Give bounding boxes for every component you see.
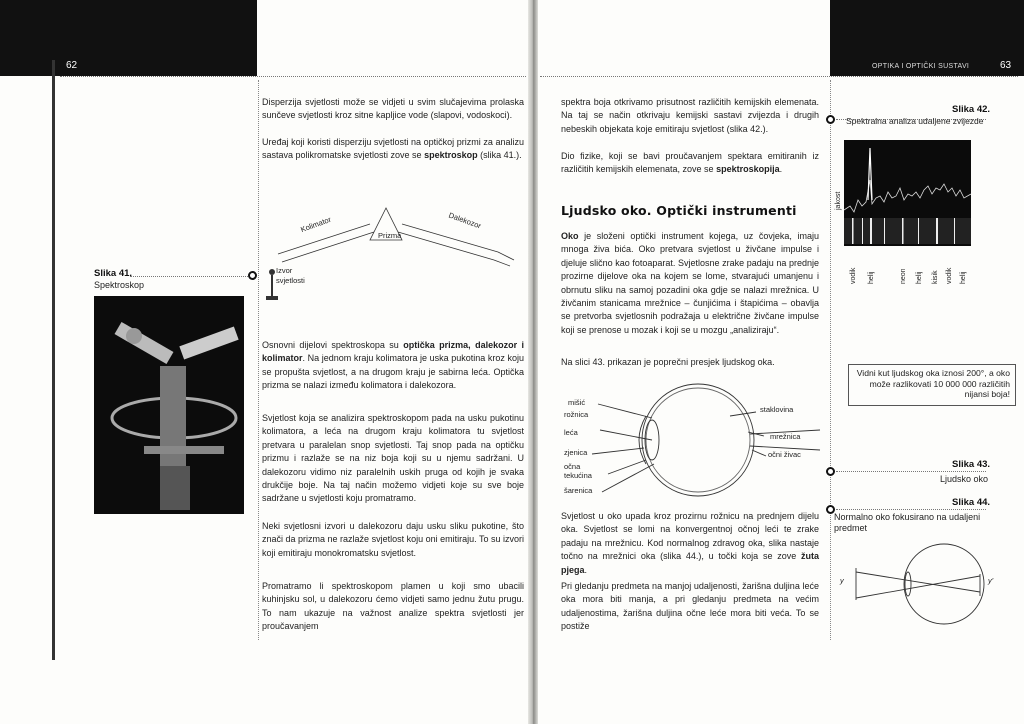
- fig44-image-label: y': [988, 576, 994, 585]
- fact-box: Vidni kut ljudskog oka iznosi 200°, a oko može razlikovati 10 000 000 različitih nijansi boja!: [848, 364, 1016, 406]
- paragraph-spectroscope-parts: Osnovni dijelovi spektroskopa su optička prizma, dalekozor i kolimator. Na jednom kraju kolimatora je uska pukotina kroz koju se propušta svjetlost, a na drugom kraju je sabirna leća. Optička prizma se nalazi između kolimatora i dalekozora.: [262, 340, 525, 391]
- paragraph-eye: Oko je složeni optički instrument kojega, uz čovjeka, imaju mnoga živa bića. Oko pretvara svjetlost u živčane impulse i djeluje slično kao fotoaparat. Svjetlosne zrake padaju na prednje prozirne dijelove oka na kojem se lome, stvarajući umanjenu i obrnutu sliku na samoj pozadini oka gdje se nalazi mrežnica. U živčanim stanicama mrežnice – čunjićima i štapićima – obavlja se pretvorba svjetlosnih podražaja u električne živčane impulse koji se prenose u mozak i koji se u mozgu „analiziraju“.: [561, 231, 819, 335]
- paragraph-salt-flame: Promatramo li spektroskopom plamen u koji smo ubacili kuhinjsku sol, u dalekozoru ćemo vidjeti samo jednu žutu prugu. To nam ukazuje na važnost analize spektra svjetlosti jer proučavanjem: [262, 581, 524, 632]
- running-head: OPTIKA I OPTIČKI SUSTAVI: [872, 63, 970, 70]
- figure-42-title: Slika 42.: [952, 104, 991, 115]
- paragraph-monochromatic: Neki svjetlosni izvori u dalekozoru daju usku sliku pukotine, što znači da prizma ne razlaže svjetlost koju oni emitiraju. To su izvori koji emitiraju monokromatsku svjetlost.: [262, 521, 524, 558]
- fig44-object-label: y: [840, 576, 844, 585]
- eye-label-leca: leća: [564, 428, 578, 437]
- label-dalekozor: Dalekozor: [447, 210, 483, 231]
- figure-44-title: Slika 44.: [952, 497, 991, 508]
- eye-label-ocni-zivac: očni živac: [768, 450, 801, 459]
- spectroscope-diagram: [258, 196, 530, 306]
- figure-43-marker: [826, 467, 835, 476]
- figure-41-marker: [248, 271, 257, 280]
- paragraph-spectroscopy: Dio fizike, koji se bavi proučavanjem spektara emitiranih iz različitih kemijskih elemenata, zove se spektroskopija.: [561, 151, 819, 175]
- spectrum-label-1: vodik: [850, 267, 857, 284]
- paragraph-spectrum-elements: spektra boja otkrivamo prisutnost različitih kemijskih elemenata. Na taj se način otkrivaju kemijski sastavi zvijezda i drugih nebeskih objekata koje emitiraju svjetlost (slika 42.).: [561, 97, 819, 134]
- paragraph-eye-figure-ref: Na slici 43. prikazan je poprečni presjek ljudskog oka.: [561, 357, 775, 367]
- eye-label-sarenica: šarenica: [564, 486, 593, 495]
- eye-label-staklovina: staklovina: [760, 405, 794, 414]
- spectrum-label-7: helij: [960, 271, 967, 284]
- figure-41-caption: Spektroskop: [94, 280, 145, 290]
- book-spine: [528, 0, 538, 724]
- figure-42-marker: [826, 115, 835, 124]
- spectrum-label-5: kisik: [932, 270, 939, 284]
- figure-41-title: Slika 41.: [94, 268, 133, 279]
- eye-label-mreznica: mrežnica: [770, 432, 801, 441]
- page-number-right: 63: [1000, 60, 1012, 71]
- label-izvor: Izvor svjetlosti: [276, 266, 305, 285]
- spectrum-y-label: jakost: [835, 191, 842, 210]
- figure-42-caption: Spektralna analiza udaljene zvijezde: [846, 116, 984, 126]
- paragraph-light-path: Svjetlost u oko upada kroz prozirnu rožnicu na prednjem dijelu oka. Svjetlost se lomi na konvergentnoj očnoj leći te zrake padaju na mrežnicu. Kod normalnog zdravog oka, slika nastaje točno na mrežnici oka (slika 44.), u točki koja se zove žuta pjega.: [561, 511, 819, 575]
- label-kolimator: Kolimator: [299, 214, 333, 235]
- label-prizma: Prizma: [378, 231, 402, 240]
- spectrum-label-2: helij: [868, 271, 875, 284]
- section-title: Ljudsko oko. Optički instrumenti: [561, 203, 797, 218]
- page-number-left: 62: [66, 60, 78, 71]
- eye-label-roznica: rožnica: [564, 410, 589, 419]
- paragraph-focal-length: Pri gledanju predmeta na manjoj udaljenosti, žarišna duljina leće oka mora biti manja, a pri gledanju predmeta na većim udaljenostima, žarišna duljina očne leće mora biti veća. To se postiže: [561, 581, 819, 632]
- spectrum-label-4: helij: [916, 271, 923, 284]
- eye-label-zjenica: zjenica: [564, 448, 588, 457]
- figure-43-title: Slika 43.: [952, 459, 991, 470]
- star-spectrum-image: [844, 140, 971, 246]
- spectrum-label-3: neon: [900, 268, 907, 284]
- spectroscope-photo: [94, 296, 244, 514]
- figure-44-caption: Normalno oko fokusirano na udaljeni predmet: [834, 512, 981, 533]
- paragraph-spectroscope-intro: Uređaj koji koristi disperziju svjetlosti na optičkoj prizmi za analizu sastava polikromatske svjetlosti zove se spektroskop (slika 41.).: [262, 137, 524, 161]
- spectrum-label-6: vodik: [946, 267, 953, 284]
- eye-label-misic: mišić: [568, 398, 586, 407]
- figure-43-caption: Ljudsko oko: [940, 474, 989, 484]
- paragraph-dispersion: Disperzija svjetlosti može se vidjeti u svim slučajevima prolaska sunčeve svjetlosti kroz sitne kapljice vode (slapovi, vodoskoci).: [262, 97, 524, 121]
- paragraph-spectroscope-function: Svjetlost koja se analizira spektroskopom pada na usku pukotinu kolimatora, a leća na drugom kraju kolimatora tu svjetlost pretvara u paralelan snop svjetlosti. Taj snop pada na optičku prizmu i razlaže se na niz boja koji su u njemu sadržani. U dalekozoru vidimo niz paralelnih uskih pruga od kojih je svaka drukčije boje. Na taj način možemo vidjeti koje su sve boje sadržane u svjetlosti koju promatramo.: [262, 413, 524, 504]
- eye-label-ocna-tekucina: očna tekućina: [564, 462, 592, 480]
